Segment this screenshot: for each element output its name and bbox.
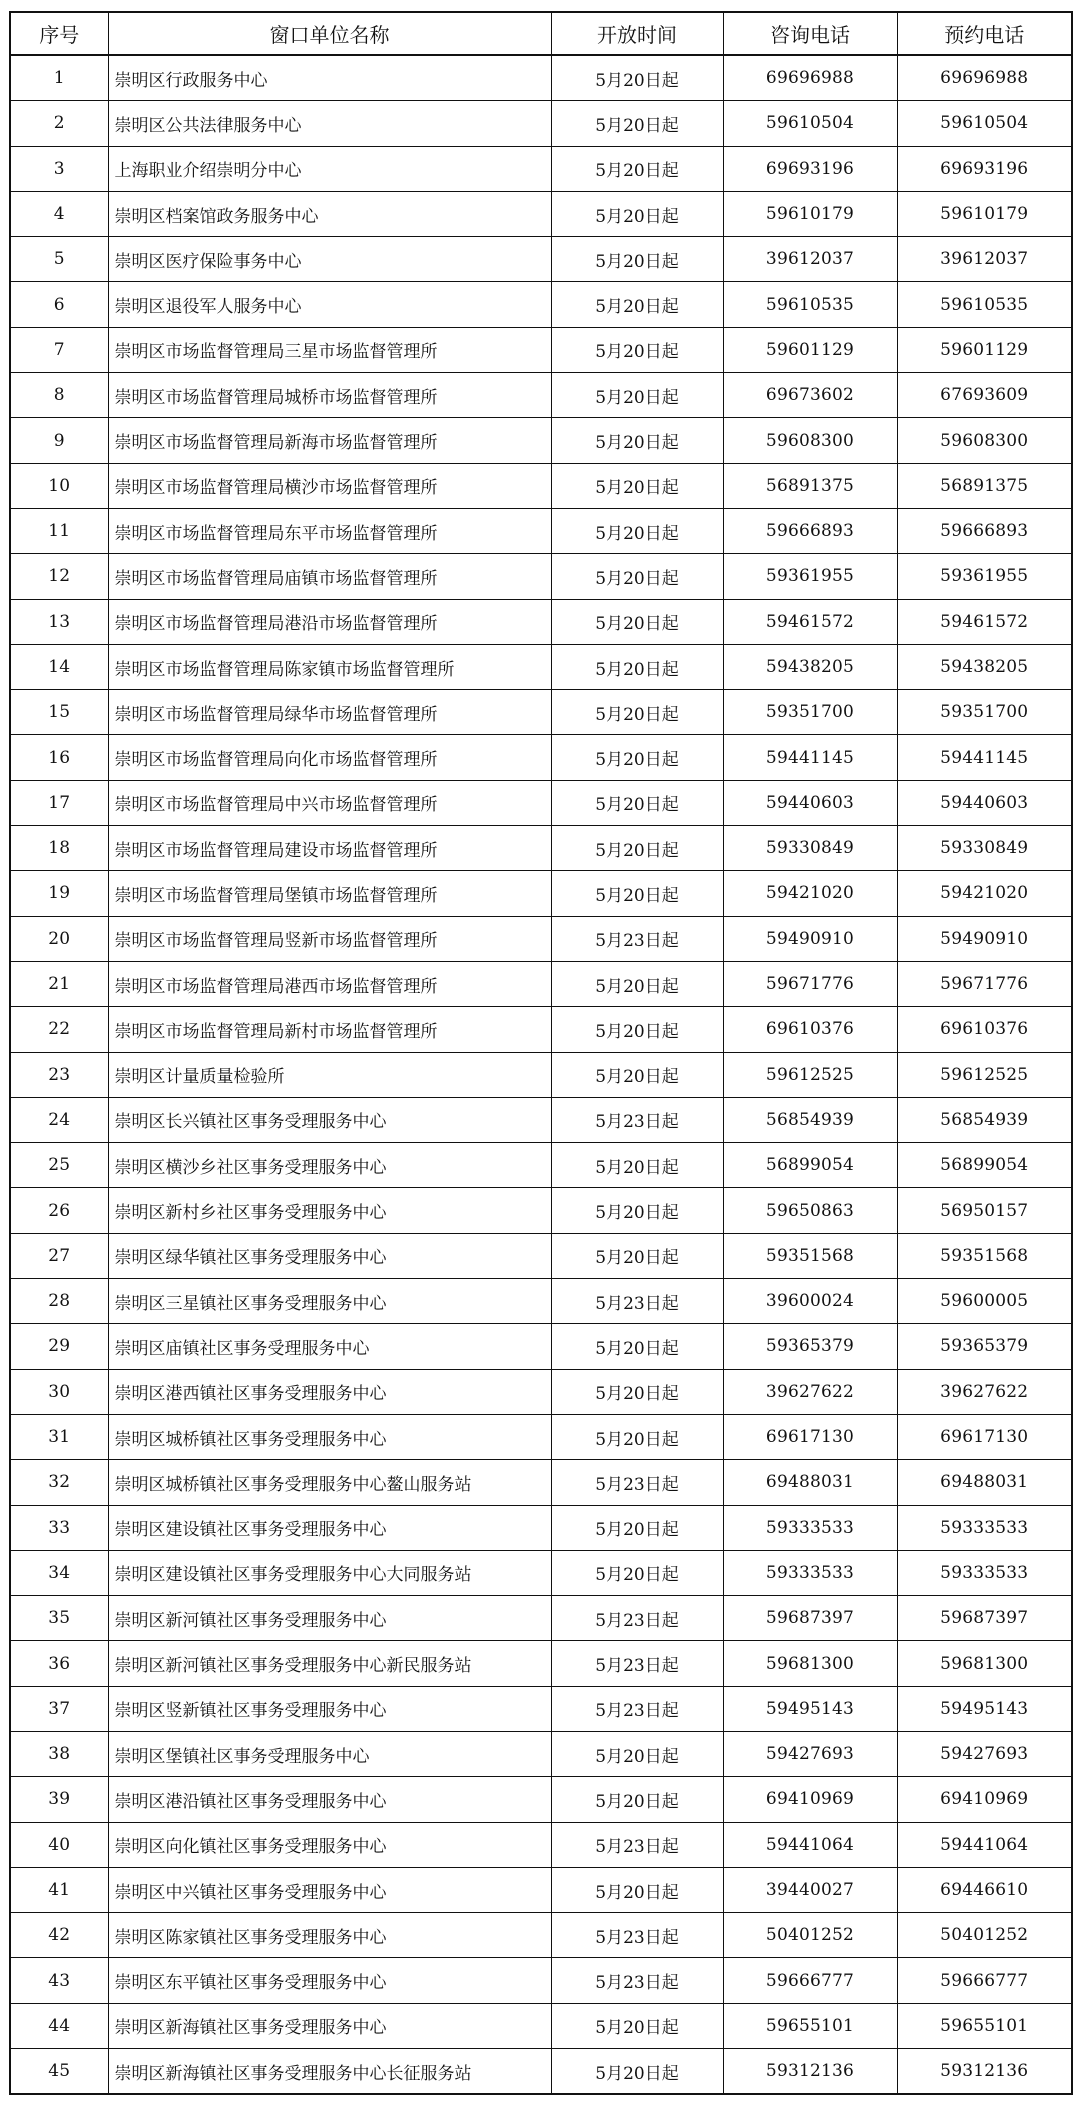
row-consult-phone: 59671776 — [723, 961, 897, 1006]
row-consult-phone: 59312136 — [723, 2049, 897, 2095]
row-consult-phone: 59330849 — [723, 826, 897, 871]
table-row — [10, 1188, 1072, 1233]
row-booking-phone: 59365379 — [897, 1324, 1072, 1369]
row-consult-phone: 59351568 — [723, 1233, 897, 1278]
row-open-time: 5月23日起 — [551, 1822, 723, 1867]
row-seq: 43 — [10, 1958, 108, 2003]
row-booking-phone: 69446610 — [897, 1867, 1072, 1912]
row-open-time: 5月20日起 — [551, 1369, 723, 1414]
row-consult-phone: 59681300 — [723, 1641, 897, 1686]
table-header — [10, 12, 1072, 55]
table-row — [10, 1777, 1072, 1822]
row-window-name: 崇明区中兴镇社区事务受理服务中心 — [108, 1867, 551, 1912]
row-booking-phone: 59361955 — [897, 554, 1072, 599]
table-row — [10, 1143, 1072, 1188]
table-row — [10, 1505, 1072, 1550]
row-booking-phone: 59333533 — [897, 1505, 1072, 1550]
row-consult-phone: 59365379 — [723, 1324, 897, 1369]
row-booking-phone: 59312136 — [897, 2049, 1072, 2095]
row-consult-phone: 39600024 — [723, 1279, 897, 1324]
row-booking-phone: 56854939 — [897, 1097, 1072, 1142]
row-open-time: 5月20日起 — [551, 2049, 723, 2095]
row-consult-phone: 59666893 — [723, 508, 897, 553]
table-row — [10, 146, 1072, 191]
row-seq: 3 — [10, 146, 108, 191]
row-seq: 19 — [10, 871, 108, 916]
row-consult-phone: 59421020 — [723, 871, 897, 916]
row-open-time: 5月23日起 — [551, 1913, 723, 1958]
row-window-name: 崇明区市场监督管理局向化市场监督管理所 — [108, 735, 551, 780]
row-window-name: 崇明区市场监督管理局堡镇市场监督管理所 — [108, 871, 551, 916]
row-open-time: 5月20日起 — [551, 1143, 723, 1188]
row-seq: 33 — [10, 1505, 108, 1550]
table-row — [10, 1596, 1072, 1641]
row-window-name: 崇明区建设镇社区事务受理服务中心大同服务站 — [108, 1550, 551, 1595]
row-window-name: 崇明区竖新镇社区事务受理服务中心 — [108, 1686, 551, 1731]
table-row — [10, 961, 1072, 1006]
row-booking-phone: 69617130 — [897, 1414, 1072, 1459]
row-window-name: 崇明区建设镇社区事务受理服务中心 — [108, 1505, 551, 1550]
table-row — [10, 1686, 1072, 1731]
row-seq: 38 — [10, 1731, 108, 1776]
row-window-name: 上海职业介绍崇明分中心 — [108, 146, 551, 191]
row-booking-phone: 56891375 — [897, 463, 1072, 508]
row-booking-phone: 59441145 — [897, 735, 1072, 780]
row-booking-phone: 59421020 — [897, 871, 1072, 916]
row-consult-phone: 59666777 — [723, 1958, 897, 2003]
row-consult-phone: 59427693 — [723, 1731, 897, 1776]
row-consult-phone: 59601129 — [723, 327, 897, 372]
row-seq: 28 — [10, 1279, 108, 1324]
row-window-name: 崇明区新村乡社区事务受理服务中心 — [108, 1188, 551, 1233]
row-seq: 12 — [10, 554, 108, 599]
row-consult-phone: 39440027 — [723, 1867, 897, 1912]
table-row — [10, 1958, 1072, 2003]
table-row — [10, 237, 1072, 282]
row-open-time: 5月23日起 — [551, 1279, 723, 1324]
header-window-name: 窗口单位名称 — [108, 12, 551, 55]
row-window-name: 崇明区港沿镇社区事务受理服务中心 — [108, 1777, 551, 1822]
table-row — [10, 1369, 1072, 1414]
row-open-time: 5月20日起 — [551, 871, 723, 916]
row-open-time: 5月20日起 — [551, 191, 723, 236]
table-row — [10, 690, 1072, 735]
header-consult-phone: 咨询电话 — [723, 12, 897, 55]
row-booking-phone: 59681300 — [897, 1641, 1072, 1686]
row-seq: 8 — [10, 373, 108, 418]
table-row — [10, 101, 1072, 146]
row-booking-phone: 59495143 — [897, 1686, 1072, 1731]
row-seq: 9 — [10, 418, 108, 463]
row-booking-phone: 59441064 — [897, 1822, 1072, 1867]
row-consult-phone: 69617130 — [723, 1414, 897, 1459]
row-consult-phone: 56891375 — [723, 463, 897, 508]
table-row — [10, 644, 1072, 689]
row-open-time: 5月23日起 — [551, 1460, 723, 1505]
table-row — [10, 1052, 1072, 1097]
row-consult-phone: 59438205 — [723, 644, 897, 689]
row-seq: 44 — [10, 2003, 108, 2048]
row-booking-phone: 69610376 — [897, 1007, 1072, 1052]
row-consult-phone: 59687397 — [723, 1596, 897, 1641]
row-window-name: 崇明区东平镇社区事务受理服务中心 — [108, 1958, 551, 2003]
table-row — [10, 1460, 1072, 1505]
row-seq: 11 — [10, 508, 108, 553]
row-open-time: 5月20日起 — [551, 1052, 723, 1097]
table-row — [10, 826, 1072, 871]
row-seq: 23 — [10, 1052, 108, 1097]
row-booking-phone: 59330849 — [897, 826, 1072, 871]
row-consult-phone: 59612525 — [723, 1052, 897, 1097]
row-consult-phone: 56854939 — [723, 1097, 897, 1142]
row-seq: 5 — [10, 237, 108, 282]
table-row — [10, 1097, 1072, 1142]
row-seq: 20 — [10, 916, 108, 961]
row-consult-phone: 59441145 — [723, 735, 897, 780]
row-window-name: 崇明区陈家镇社区事务受理服务中心 — [108, 1913, 551, 1958]
row-seq: 35 — [10, 1596, 108, 1641]
table-row — [10, 1550, 1072, 1595]
row-consult-phone: 69488031 — [723, 1460, 897, 1505]
row-seq: 39 — [10, 1777, 108, 1822]
row-consult-phone: 59440603 — [723, 780, 897, 825]
row-open-time: 5月20日起 — [551, 644, 723, 689]
row-window-name: 崇明区公共法律服务中心 — [108, 101, 551, 146]
row-consult-phone: 69696988 — [723, 55, 897, 101]
row-booking-phone: 59461572 — [897, 599, 1072, 644]
row-open-time: 5月20日起 — [551, 554, 723, 599]
row-booking-phone: 59610504 — [897, 101, 1072, 146]
row-seq: 2 — [10, 101, 108, 146]
row-booking-phone: 69696988 — [897, 55, 1072, 101]
header-row — [10, 12, 1072, 55]
row-booking-phone: 56899054 — [897, 1143, 1072, 1188]
row-booking-phone: 69410969 — [897, 1777, 1072, 1822]
row-booking-phone: 59600005 — [897, 1279, 1072, 1324]
table-row — [10, 1913, 1072, 1958]
table-row — [10, 1822, 1072, 1867]
row-window-name: 崇明区市场监督管理局三星市场监督管理所 — [108, 327, 551, 372]
row-booking-phone: 59666893 — [897, 508, 1072, 553]
row-consult-phone: 56899054 — [723, 1143, 897, 1188]
row-consult-phone: 59610179 — [723, 191, 897, 236]
row-seq: 1 — [10, 55, 108, 101]
row-seq: 6 — [10, 282, 108, 327]
row-open-time: 5月20日起 — [551, 1867, 723, 1912]
row-seq: 7 — [10, 327, 108, 372]
row-seq: 36 — [10, 1641, 108, 1686]
row-booking-phone: 69693196 — [897, 146, 1072, 191]
row-open-time: 5月20日起 — [551, 735, 723, 780]
row-open-time: 5月20日起 — [551, 1324, 723, 1369]
row-window-name: 崇明区市场监督管理局中兴市场监督管理所 — [108, 780, 551, 825]
row-booking-phone: 59608300 — [897, 418, 1072, 463]
row-window-name: 崇明区新河镇社区事务受理服务中心 — [108, 1596, 551, 1641]
row-window-name: 崇明区市场监督管理局建设市场监督管理所 — [108, 826, 551, 871]
row-booking-phone: 59610179 — [897, 191, 1072, 236]
row-seq: 41 — [10, 1867, 108, 1912]
row-consult-phone: 59351700 — [723, 690, 897, 735]
row-consult-phone: 69673602 — [723, 373, 897, 418]
row-window-name: 崇明区新河镇社区事务受理服务中心新民服务站 — [108, 1641, 551, 1686]
row-consult-phone: 39627622 — [723, 1369, 897, 1414]
row-open-time: 5月20日起 — [551, 463, 723, 508]
table-row — [10, 1007, 1072, 1052]
row-consult-phone: 59608300 — [723, 418, 897, 463]
table-row — [10, 916, 1072, 961]
table-row — [10, 1641, 1072, 1686]
row-open-time: 5月20日起 — [551, 599, 723, 644]
row-booking-phone: 59351568 — [897, 1233, 1072, 1278]
table-row — [10, 2003, 1072, 2048]
row-open-time: 5月23日起 — [551, 1958, 723, 2003]
row-open-time: 5月20日起 — [551, 327, 723, 372]
table-row — [10, 554, 1072, 599]
row-open-time: 5月20日起 — [551, 237, 723, 282]
row-consult-phone: 59441064 — [723, 1822, 897, 1867]
row-booking-phone: 59490910 — [897, 916, 1072, 961]
table-row — [10, 1324, 1072, 1369]
header-booking-phone: 预约电话 — [897, 12, 1072, 55]
row-window-name: 崇明区市场监督管理局城桥市场监督管理所 — [108, 373, 551, 418]
table-row — [10, 780, 1072, 825]
row-consult-phone: 69410969 — [723, 1777, 897, 1822]
row-booking-phone: 59655101 — [897, 2003, 1072, 2048]
row-seq: 31 — [10, 1414, 108, 1459]
row-window-name: 崇明区档案馆政务服务中心 — [108, 191, 551, 236]
row-consult-phone: 59461572 — [723, 599, 897, 644]
table-row — [10, 327, 1072, 372]
row-window-name: 崇明区退役军人服务中心 — [108, 282, 551, 327]
row-seq: 14 — [10, 644, 108, 689]
row-open-time: 5月23日起 — [551, 1596, 723, 1641]
row-window-name: 崇明区计量质量检验所 — [108, 1052, 551, 1097]
table-row — [10, 373, 1072, 418]
row-booking-phone: 59671776 — [897, 961, 1072, 1006]
row-open-time: 5月20日起 — [551, 961, 723, 1006]
service-window-table — [9, 11, 1073, 2095]
row-seq: 26 — [10, 1188, 108, 1233]
row-open-time: 5月20日起 — [551, 1233, 723, 1278]
row-window-name: 崇明区港西镇社区事务受理服务中心 — [108, 1369, 551, 1414]
row-consult-phone: 59650863 — [723, 1188, 897, 1233]
row-consult-phone: 59490910 — [723, 916, 897, 961]
row-open-time: 5月20日起 — [551, 1505, 723, 1550]
row-open-time: 5月20日起 — [551, 826, 723, 871]
row-window-name: 崇明区行政服务中心 — [108, 55, 551, 101]
row-seq: 21 — [10, 961, 108, 1006]
row-open-time: 5月20日起 — [551, 282, 723, 327]
row-booking-phone: 59427693 — [897, 1731, 1072, 1776]
row-consult-phone: 59495143 — [723, 1686, 897, 1731]
table-row — [10, 1867, 1072, 1912]
row-open-time: 5月20日起 — [551, 146, 723, 191]
row-open-time: 5月20日起 — [551, 2003, 723, 2048]
row-open-time: 5月23日起 — [551, 1686, 723, 1731]
row-seq: 18 — [10, 826, 108, 871]
row-consult-phone: 69693196 — [723, 146, 897, 191]
table-row — [10, 1279, 1072, 1324]
table-row — [10, 55, 1072, 101]
row-booking-phone: 59610535 — [897, 282, 1072, 327]
row-open-time: 5月23日起 — [551, 916, 723, 961]
row-seq: 16 — [10, 735, 108, 780]
row-booking-phone: 59687397 — [897, 1596, 1072, 1641]
row-window-name: 崇明区绿华镇社区事务受理服务中心 — [108, 1233, 551, 1278]
row-seq: 10 — [10, 463, 108, 508]
row-open-time: 5月23日起 — [551, 1641, 723, 1686]
row-consult-phone: 59361955 — [723, 554, 897, 599]
row-window-name: 崇明区市场监督管理局港沿市场监督管理所 — [108, 599, 551, 644]
row-open-time: 5月20日起 — [551, 1731, 723, 1776]
row-window-name: 崇明区市场监督管理局绿华市场监督管理所 — [108, 690, 551, 735]
row-window-name: 崇明区市场监督管理局竖新市场监督管理所 — [108, 916, 551, 961]
row-open-time: 5月20日起 — [551, 373, 723, 418]
row-window-name: 崇明区市场监督管理局横沙市场监督管理所 — [108, 463, 551, 508]
row-open-time: 5月20日起 — [551, 1550, 723, 1595]
row-open-time: 5月23日起 — [551, 1097, 723, 1142]
row-booking-phone: 50401252 — [897, 1913, 1072, 1958]
row-seq: 29 — [10, 1324, 108, 1369]
row-booking-phone: 59333533 — [897, 1550, 1072, 1595]
table-row — [10, 2049, 1072, 2095]
table-row — [10, 463, 1072, 508]
row-booking-phone: 59351700 — [897, 690, 1072, 735]
table-row — [10, 508, 1072, 553]
row-booking-phone: 59438205 — [897, 644, 1072, 689]
row-booking-phone: 59666777 — [897, 1958, 1072, 2003]
row-booking-phone: 67693609 — [897, 373, 1072, 418]
row-window-name: 崇明区市场监督管理局庙镇市场监督管理所 — [108, 554, 551, 599]
row-seq: 24 — [10, 1097, 108, 1142]
row-consult-phone: 59333533 — [723, 1550, 897, 1595]
row-seq: 22 — [10, 1007, 108, 1052]
header-seq: 序号 — [10, 12, 108, 55]
row-seq: 42 — [10, 1913, 108, 1958]
row-seq: 32 — [10, 1460, 108, 1505]
table-row — [10, 1233, 1072, 1278]
row-seq: 25 — [10, 1143, 108, 1188]
row-booking-phone: 56950157 — [897, 1188, 1072, 1233]
row-window-name: 崇明区新海镇社区事务受理服务中心长征服务站 — [108, 2049, 551, 2095]
row-seq: 30 — [10, 1369, 108, 1414]
row-booking-phone: 39612037 — [897, 237, 1072, 282]
row-open-time: 5月20日起 — [551, 418, 723, 463]
row-seq: 45 — [10, 2049, 108, 2095]
row-open-time: 5月20日起 — [551, 1188, 723, 1233]
row-open-time: 5月20日起 — [551, 1414, 723, 1459]
table-row — [10, 282, 1072, 327]
row-open-time: 5月20日起 — [551, 780, 723, 825]
row-window-name: 崇明区横沙乡社区事务受理服务中心 — [108, 1143, 551, 1188]
row-booking-phone: 59601129 — [897, 327, 1072, 372]
row-consult-phone: 59333533 — [723, 1505, 897, 1550]
row-seq: 37 — [10, 1686, 108, 1731]
row-seq: 34 — [10, 1550, 108, 1595]
row-window-name: 崇明区市场监督管理局陈家镇市场监督管理所 — [108, 644, 551, 689]
row-window-name: 崇明区堡镇社区事务受理服务中心 — [108, 1731, 551, 1776]
row-seq: 27 — [10, 1233, 108, 1278]
table-row — [10, 418, 1072, 463]
row-open-time: 5月20日起 — [551, 690, 723, 735]
row-window-name: 崇明区市场监督管理局港西市场监督管理所 — [108, 961, 551, 1006]
row-booking-phone: 59440603 — [897, 780, 1072, 825]
table-row — [10, 599, 1072, 644]
row-open-time: 5月20日起 — [551, 101, 723, 146]
row-window-name: 崇明区城桥镇社区事务受理服务中心鳌山服务站 — [108, 1460, 551, 1505]
row-open-time: 5月20日起 — [551, 1777, 723, 1822]
table-row — [10, 191, 1072, 236]
table-row — [10, 1731, 1072, 1776]
row-window-name: 崇明区市场监督管理局新海市场监督管理所 — [108, 418, 551, 463]
row-consult-phone: 39612037 — [723, 237, 897, 282]
row-consult-phone: 59610535 — [723, 282, 897, 327]
row-booking-phone: 59612525 — [897, 1052, 1072, 1097]
header-open-time: 开放时间 — [551, 12, 723, 55]
row-consult-phone: 50401252 — [723, 1913, 897, 1958]
table-row — [10, 1414, 1072, 1459]
row-open-time: 5月20日起 — [551, 55, 723, 101]
table-row — [10, 735, 1072, 780]
row-seq: 13 — [10, 599, 108, 644]
row-seq: 17 — [10, 780, 108, 825]
row-consult-phone: 59610504 — [723, 101, 897, 146]
row-window-name: 崇明区三星镇社区事务受理服务中心 — [108, 1279, 551, 1324]
row-window-name: 崇明区长兴镇社区事务受理服务中心 — [108, 1097, 551, 1142]
row-booking-phone: 39627622 — [897, 1369, 1072, 1414]
row-seq: 40 — [10, 1822, 108, 1867]
row-seq: 15 — [10, 690, 108, 735]
row-open-time: 5月20日起 — [551, 508, 723, 553]
row-window-name: 崇明区向化镇社区事务受理服务中心 — [108, 1822, 551, 1867]
row-consult-phone: 59655101 — [723, 2003, 897, 2048]
row-consult-phone: 69610376 — [723, 1007, 897, 1052]
row-window-name: 崇明区医疗保险事务中心 — [108, 237, 551, 282]
table-row — [10, 871, 1072, 916]
row-window-name: 崇明区庙镇社区事务受理服务中心 — [108, 1324, 551, 1369]
row-window-name: 崇明区市场监督管理局新村市场监督管理所 — [108, 1007, 551, 1052]
row-open-time: 5月20日起 — [551, 1007, 723, 1052]
row-window-name: 崇明区城桥镇社区事务受理服务中心 — [108, 1414, 551, 1459]
row-window-name: 崇明区新海镇社区事务受理服务中心 — [108, 2003, 551, 2048]
row-window-name: 崇明区市场监督管理局东平市场监督管理所 — [108, 508, 551, 553]
row-booking-phone: 69488031 — [897, 1460, 1072, 1505]
table-body — [10, 55, 1072, 2094]
row-seq: 4 — [10, 191, 108, 236]
